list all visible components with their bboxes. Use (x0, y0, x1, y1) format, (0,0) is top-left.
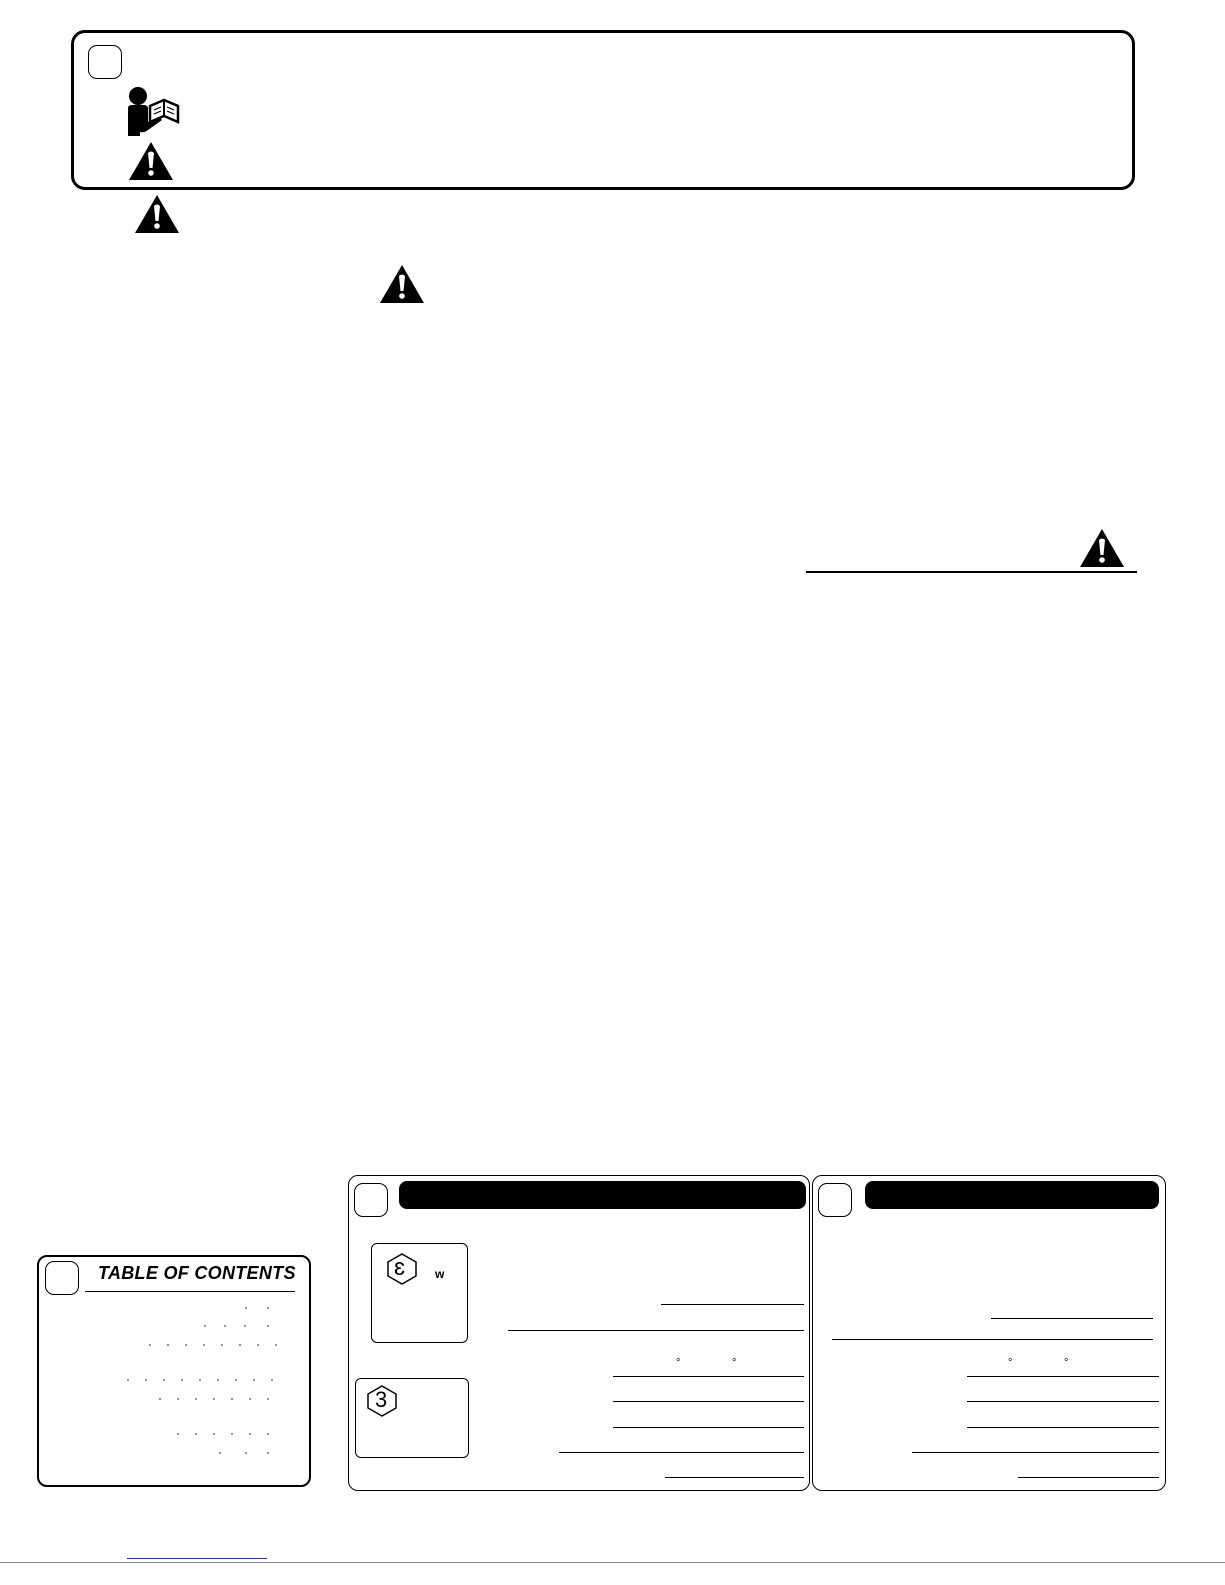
fill-in-line (967, 1401, 1159, 1402)
toc-number-badge (45, 1261, 79, 1295)
section-underline (806, 571, 1137, 573)
fill-in-line (912, 1452, 1159, 1453)
toc-title: TABLE OF CONTENTS (98, 1263, 296, 1283)
fill-in-line (613, 1376, 804, 1377)
header-number-badge (88, 45, 122, 79)
small-w-mark: w (435, 1267, 445, 1281)
warning-triangle-icon (127, 140, 175, 182)
warning-triangle-icon (378, 263, 426, 305)
fill-in-line (613, 1427, 804, 1428)
model-plate-box (371, 1243, 468, 1343)
table-of-contents-box (37, 1255, 311, 1487)
specifications-panel-left (348, 1175, 810, 1491)
warning-triangle-icon (133, 193, 181, 235)
toc-title-underline (85, 1291, 295, 1292)
hexagon-three-glyph: 3 (375, 1387, 388, 1412)
fill-in-line (991, 1318, 1153, 1319)
panel-header-bar (865, 1181, 1159, 1209)
fill-in-line (967, 1376, 1159, 1377)
warning-triangle-icon (1078, 527, 1126, 569)
fill-in-line (1018, 1477, 1159, 1478)
degree-symbol: ° (732, 1357, 737, 1369)
specifications-panel-right (812, 1175, 1166, 1491)
fill-in-line (661, 1304, 804, 1305)
degree-symbol: ° (676, 1357, 681, 1369)
hexagon-e-glyph: ɛ (394, 1254, 406, 1281)
person-reading-manual-icon (124, 86, 184, 138)
fill-in-line (508, 1330, 804, 1331)
fill-in-line (832, 1339, 1153, 1340)
degree-symbol: ° (1008, 1357, 1013, 1369)
fill-in-line (967, 1427, 1159, 1428)
degree-symbol: ° (1064, 1357, 1069, 1369)
fill-in-line (665, 1477, 804, 1478)
fill-in-line (559, 1452, 804, 1453)
safety-header-box (71, 30, 1135, 190)
link-underline[interactable] (127, 1558, 267, 1559)
footer-rule (0, 1562, 1225, 1563)
panel-header-bar (399, 1181, 806, 1209)
panel-number-badge (818, 1183, 852, 1217)
panel-number-badge (354, 1183, 388, 1217)
serial-plate-box (355, 1378, 469, 1458)
fill-in-line (613, 1401, 804, 1402)
